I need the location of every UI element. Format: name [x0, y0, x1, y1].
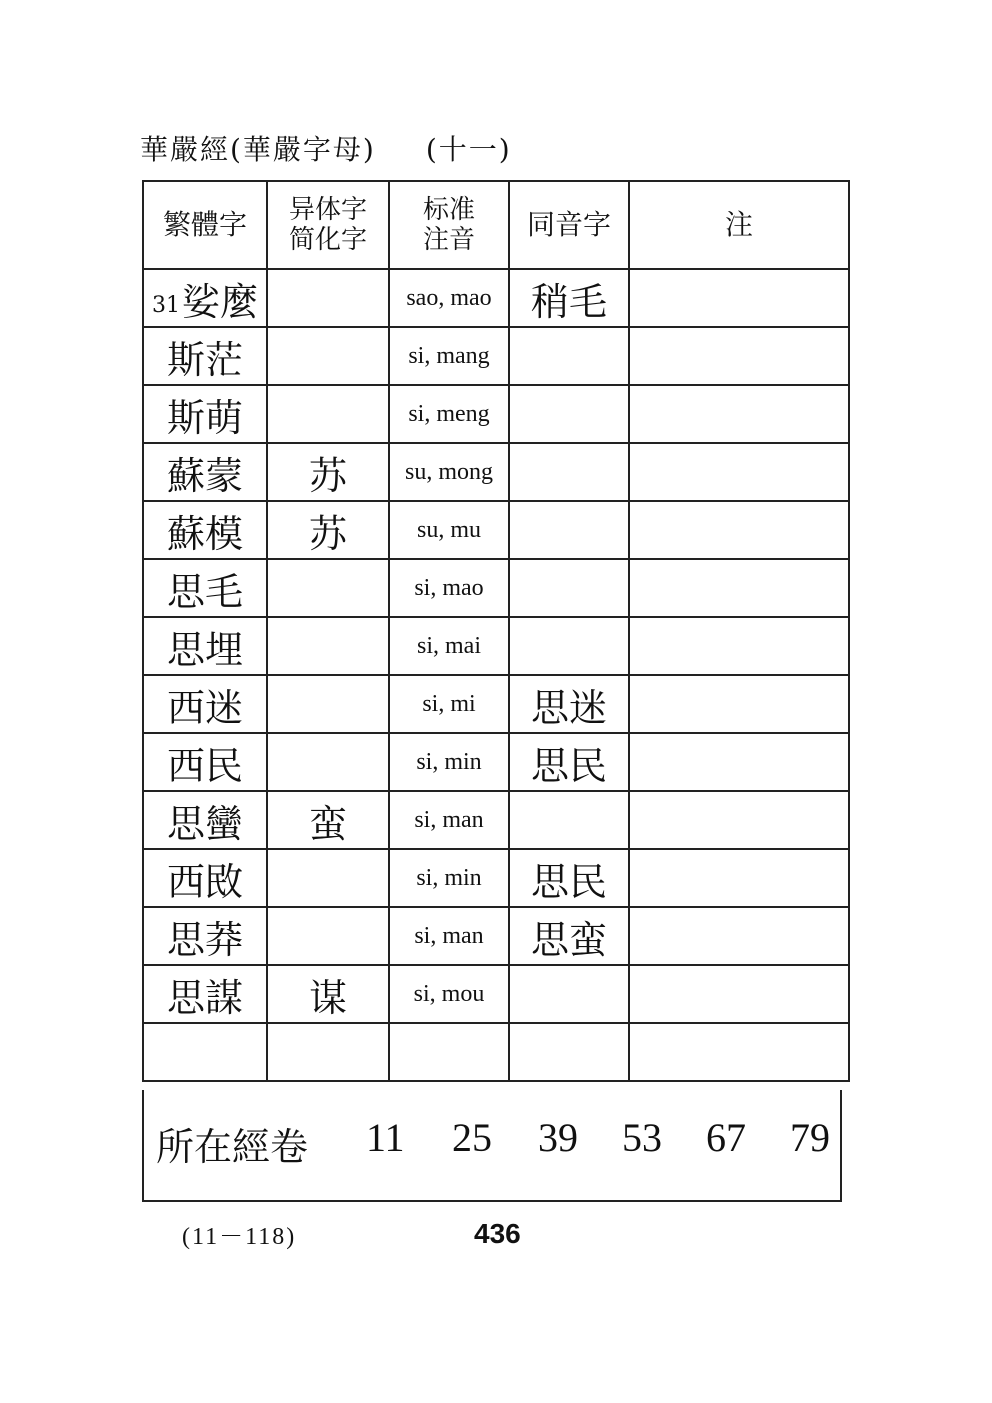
- volume-number: 79: [790, 1115, 830, 1160]
- simplified-cell: [267, 617, 389, 675]
- note-cell: [629, 733, 849, 791]
- pinyin-cell: [389, 559, 509, 617]
- character-table: [142, 180, 850, 1082]
- homophone-text: 稍毛: [530, 279, 607, 324]
- traditional-text: 蘇模: [166, 511, 243, 556]
- table-row: [143, 1023, 849, 1081]
- pinyin-cell: [389, 269, 509, 327]
- volume-number: 11: [366, 1115, 405, 1160]
- traditional-text: 思毛: [166, 569, 243, 614]
- table-row: [143, 965, 849, 1023]
- traditional-text: 思蠻: [166, 801, 243, 846]
- traditional-cell: [143, 791, 267, 849]
- simplified-cell: [267, 849, 389, 907]
- pinyin-text: sao, mao: [406, 284, 492, 311]
- homophone-cell: [509, 559, 629, 617]
- note-cell: [629, 849, 849, 907]
- traditional-text: 斯萌: [166, 395, 243, 440]
- note-cell: [629, 1023, 849, 1081]
- pinyin-cell: [389, 907, 509, 965]
- homophone-text: 思民: [530, 859, 607, 904]
- simplified-cell: [267, 907, 389, 965]
- pinyin-cell: [389, 327, 509, 385]
- homophone-cell: [509, 327, 629, 385]
- simplified-cell: [267, 269, 389, 327]
- table-row: [143, 617, 849, 675]
- header-pinyin-line1: 标准: [422, 195, 475, 225]
- volume-number: 53: [622, 1115, 662, 1160]
- simplified-text: 苏: [308, 453, 347, 498]
- simplified-text: 蛮: [308, 801, 347, 846]
- homophone-cell: [509, 443, 629, 501]
- homophone-cell: [509, 501, 629, 559]
- pinyin-text: si, meng: [408, 400, 490, 427]
- traditional-text: 斯茫: [166, 337, 243, 382]
- header-variant-simplified: [267, 181, 389, 269]
- note-cell: [629, 907, 849, 965]
- homophone-text: 思蛮: [530, 917, 607, 962]
- table-row: [143, 269, 849, 327]
- homophone-cell: [509, 907, 629, 965]
- homophone-cell: [509, 965, 629, 1023]
- note-cell: [629, 269, 849, 327]
- pinyin-text: si, min: [416, 864, 482, 891]
- note-cell: [629, 675, 849, 733]
- note-cell: [629, 385, 849, 443]
- traditional-cell: [143, 269, 267, 327]
- traditional-cell: [143, 327, 267, 385]
- header-variant-line2: 简化字: [288, 225, 367, 255]
- row-number: 31: [151, 292, 180, 318]
- homophone-cell: [509, 733, 629, 791]
- traditional-cell: [143, 443, 267, 501]
- traditional-text: 蘇蒙: [166, 453, 243, 498]
- pinyin-cell: [389, 617, 509, 675]
- pinyin-text: si, man: [414, 922, 484, 949]
- simplified-cell: [267, 443, 389, 501]
- note-cell: [629, 791, 849, 849]
- traditional-text: 思莽: [166, 917, 243, 962]
- table-row: [143, 791, 849, 849]
- volume-label: 所在經卷: [156, 1125, 309, 1169]
- note-cell: [629, 443, 849, 501]
- traditional-text: 思謀: [166, 975, 243, 1020]
- traditional-text: 西迷: [166, 685, 243, 730]
- table-row: [143, 385, 849, 443]
- header-variant-line1: 异体字: [288, 195, 367, 225]
- header-traditional: 繁體字: [143, 181, 267, 269]
- simplified-cell: [267, 1023, 389, 1081]
- table-row: [143, 907, 849, 965]
- traditional-text: 思埋: [166, 627, 243, 672]
- simplified-cell: [267, 965, 389, 1023]
- pinyin-cell: [389, 849, 509, 907]
- traditional-text: 西敃: [166, 859, 243, 904]
- table-row: [143, 849, 849, 907]
- pinyin-text: si, mang: [408, 342, 490, 369]
- homophone-cell: [509, 269, 629, 327]
- table-row: [143, 327, 849, 385]
- pinyin-text: su, mong: [404, 458, 493, 485]
- table-row: [143, 443, 849, 501]
- homophone-text: 思民: [530, 743, 607, 788]
- volume-number: 25: [452, 1115, 492, 1160]
- traditional-cell: [143, 675, 267, 733]
- traditional-cell: [143, 559, 267, 617]
- simplified-text: 谋: [308, 975, 347, 1020]
- note-cell: [629, 327, 849, 385]
- table-row: [143, 733, 849, 791]
- traditional-cell: [143, 385, 267, 443]
- header-pinyin: [389, 181, 509, 269]
- homophone-cell: [509, 791, 629, 849]
- simplified-cell: [267, 733, 389, 791]
- pinyin-cell: [389, 733, 509, 791]
- homophone-cell: [509, 1023, 629, 1081]
- traditional-cell: [143, 965, 267, 1023]
- pinyin-cell: [389, 501, 509, 559]
- traditional-cell: [143, 617, 267, 675]
- homophone-cell: [509, 849, 629, 907]
- header-note: 注: [629, 181, 849, 269]
- simplified-text: 苏: [308, 511, 347, 556]
- table-row: [143, 501, 849, 559]
- table-row: [143, 559, 849, 617]
- page-reference: (11－118): [182, 1224, 297, 1250]
- pinyin-cell: [389, 1023, 509, 1081]
- volume-number: 39: [538, 1115, 578, 1160]
- homophone-cell: [509, 385, 629, 443]
- simplified-cell: [267, 675, 389, 733]
- pinyin-text: si, mai: [417, 632, 481, 659]
- pinyin-cell: [389, 791, 509, 849]
- simplified-cell: [267, 385, 389, 443]
- traditional-text: 娑麼: [181, 279, 258, 324]
- traditional-text: 西民: [166, 743, 243, 788]
- simplified-cell: [267, 501, 389, 559]
- pinyin-text: si, mao: [414, 574, 484, 601]
- table-row: [143, 675, 849, 733]
- note-cell: [629, 501, 849, 559]
- traditional-cell: [143, 907, 267, 965]
- pinyin-text: si, man: [414, 806, 484, 833]
- traditional-cell: [143, 501, 267, 559]
- homophone-cell: [509, 675, 629, 733]
- pinyin-cell: [389, 385, 509, 443]
- volume-footer: [142, 1090, 842, 1202]
- note-cell: [629, 559, 849, 617]
- traditional-cell: [143, 1023, 267, 1081]
- homophone-text: 思迷: [530, 685, 607, 730]
- header-row: [143, 181, 849, 269]
- page-title: [140, 128, 512, 168]
- title-main: 華嚴經(華嚴字母): [140, 133, 376, 166]
- note-cell: [629, 617, 849, 675]
- header-pinyin-line2: 注音: [422, 225, 475, 255]
- simplified-cell: [267, 791, 389, 849]
- note-cell: [629, 965, 849, 1023]
- page-number: 436: [474, 1218, 521, 1249]
- header-homophone: 同音字: [509, 181, 629, 269]
- pinyin-cell: [389, 443, 509, 501]
- homophone-cell: [509, 617, 629, 675]
- pinyin-text: si, min: [416, 748, 482, 775]
- traditional-cell: [143, 733, 267, 791]
- simplified-cell: [267, 559, 389, 617]
- traditional-cell: [143, 849, 267, 907]
- pinyin-text: si, mou: [413, 980, 485, 1007]
- title-suffix: (十一): [425, 133, 512, 166]
- pinyin-text: si, mi: [422, 690, 476, 717]
- volume-number: 67: [706, 1115, 746, 1160]
- simplified-cell: [267, 327, 389, 385]
- pinyin-cell: [389, 675, 509, 733]
- pinyin-text: su, mu: [416, 516, 481, 543]
- pinyin-cell: [389, 965, 509, 1023]
